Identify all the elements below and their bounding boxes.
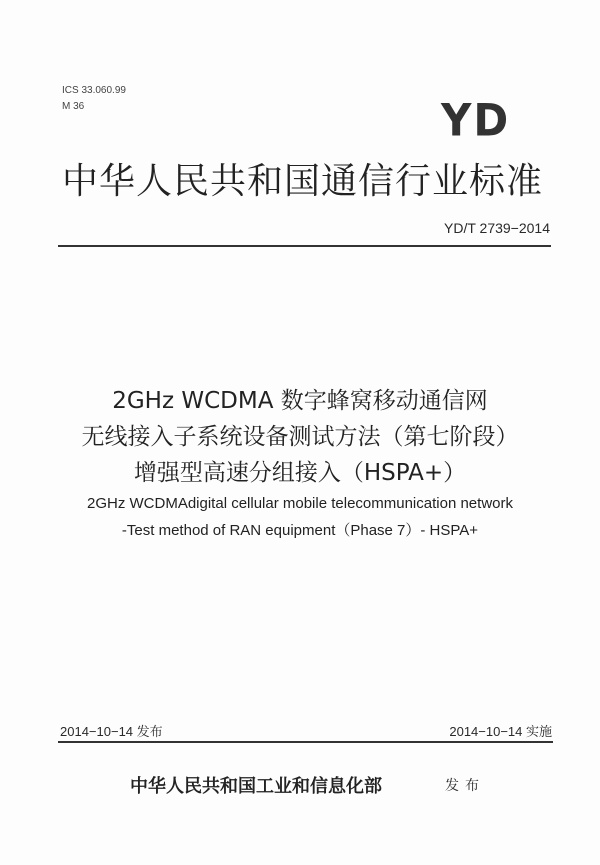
issuing-authority: 中华人民共和国工业和信息化部	[130, 776, 382, 797]
standard-category-title: 中华人民共和国通信行业标准	[62, 161, 544, 202]
title-cn-line-2: 无线接入子系统设备测试方法（第七阶段）	[81, 424, 519, 450]
title-en-line-2: -Test method of RAN equipment（Phase 7）- HSPA+	[121, 522, 479, 539]
header-divider	[58, 245, 551, 247]
footer-divider	[58, 741, 553, 743]
title-cn-line-1: 2GHz WCDMA 数字蜂窝移动通信网	[112, 388, 488, 414]
implementation-date: 2014−10−14 实施	[449, 724, 552, 739]
standard-number: YD/T 2739−2014	[444, 220, 550, 236]
ccs-code: M 36	[62, 101, 85, 112]
title-cn-line-3: 增强型高速分组接入（HSPA+）	[133, 460, 467, 486]
yd-logo: YD	[441, 94, 511, 147]
issuing-action: 发布	[445, 777, 485, 793]
title-en-line-1: 2GHz WCDMAdigital cellular mobile telecommunication network	[87, 495, 513, 512]
ics-code: ICS 33.060.99	[62, 85, 126, 96]
issue-date: 2014−10−14 发布	[60, 724, 163, 739]
